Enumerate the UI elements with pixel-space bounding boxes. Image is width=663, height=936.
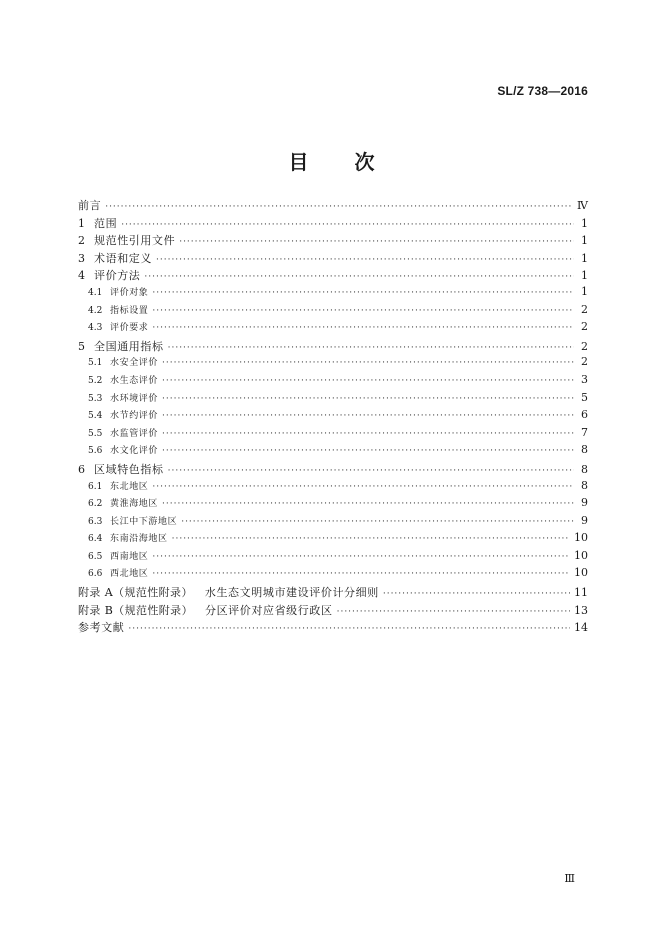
toc-entry-title: 术语和定义 [94,251,152,265]
toc-entry[interactable] [78,391,588,409]
dot-leader [162,429,574,439]
toc-entry-number: 6.1 [88,481,103,492]
toc-entry-number: 4.2 [88,305,103,316]
toc-entry-page: 10 [574,531,588,545]
dot-leader [162,358,574,368]
toc-entry-page: 6 [581,408,588,422]
toc-entry-page: 10 [574,566,588,580]
toc-entry[interactable] [78,408,588,426]
toc-entry[interactable] [78,355,588,373]
toc-entry-title: 西南地区 [110,551,149,562]
toc-entry-page: 8 [581,443,588,457]
toc-entry-page: 7 [581,425,588,439]
dot-leader [156,255,574,265]
page-title [0,146,663,175]
toc-entry-title: 前言 [78,199,102,212]
toc-entry-number: 5.2 [88,375,103,386]
toc-entry-page: 2 [581,302,588,316]
dot-leader [152,569,570,579]
toc-entry-title: 参考文献 [78,621,125,635]
toc-entry-page: 1 [581,216,588,230]
dot-leader [162,446,574,456]
toc-entry-subtitle: 水生态文明城市建设评价计分细则 [204,586,379,600]
toc-entry-title: 水生态评价 [110,375,159,386]
dot-leader [152,552,570,562]
dot-leader [181,517,574,527]
dot-leader [152,482,574,492]
toc-entry[interactable] [78,514,588,532]
toc-entry-page: 14 [574,621,588,635]
table-of-contents [78,197,588,637]
toc-entry-title: 附录 B（规范性附录） [78,603,193,617]
toc-entry[interactable] [78,250,588,268]
toc-entry-page: 3 [581,372,588,386]
toc-entry-page: 1 [581,234,588,248]
toc-entry-number: 3 [78,251,85,265]
toc-entry[interactable] [78,373,588,391]
toc-entry-title: 水环境评价 [110,393,159,404]
toc-entry[interactable] [78,232,588,250]
toc-entry-page: 8 [581,462,588,476]
toc-entry[interactable] [78,285,588,303]
dot-leader [128,624,570,634]
toc-entry-page: 1 [581,284,588,298]
toc-entry-title: 范围 [94,216,118,230]
dot-leader [162,411,574,421]
toc-entry-number: 2 [78,234,85,248]
toc-entry[interactable] [78,602,588,620]
toc-entry-title: 全国通用指标 [94,339,164,353]
toc-entry-number: 5.6 [88,446,103,457]
toc-entry-title: 评价对象 [110,287,149,298]
dot-leader [383,589,570,599]
toc-entry-number: 5.1 [88,358,103,369]
toc-entry-number: 5.5 [88,428,103,439]
toc-entry-title: 长江中下游地区 [110,516,178,527]
toc-entry[interactable] [78,338,588,356]
toc-entry[interactable] [78,496,588,514]
toc-entry[interactable] [78,320,588,338]
toc-entry-title: 规范性引用文件 [94,234,176,248]
standard-code: SL/Z 738—2016 [497,84,588,98]
toc-entry-page: 11 [574,586,588,600]
toc-entry[interactable] [78,531,588,549]
title-char-2: 次 [354,150,375,174]
dot-leader [152,288,574,298]
toc-entry[interactable] [78,426,588,444]
toc-entry-title: 指标设置 [110,305,149,316]
toc-entry-page: 9 [581,496,588,510]
toc-entry-number: 6 [78,462,85,476]
toc-entry-number: 5.3 [88,393,103,404]
toc-entry-title: 西北地区 [110,569,149,580]
toc-entry-title: 评价要求 [110,323,149,334]
toc-entry-title: 区域特色指标 [94,462,164,476]
toc-entry-subtitle: 分区评价对应省级行政区 [204,603,333,617]
dot-leader [162,499,574,509]
dot-leader [337,607,570,617]
dot-leader [152,323,574,333]
toc-entry[interactable] [78,461,588,479]
page-number: Ⅲ [564,872,575,885]
toc-entry-page: Ⅳ [577,199,588,212]
dot-leader [172,534,570,544]
dot-leader [121,220,574,230]
toc-entry-page: 2 [581,320,588,334]
toc-entry-page: 1 [581,269,588,283]
toc-entry[interactable] [78,566,588,584]
toc-entry-number: 5.4 [88,411,103,422]
toc-entry-page: 8 [581,478,588,492]
toc-entry-page: 2 [581,339,588,353]
toc-entry[interactable] [78,479,588,497]
toc-entry-number: 6.2 [88,499,103,510]
toc-entry-page: 2 [581,355,588,369]
dot-leader [152,306,574,316]
toc-entry[interactable] [78,584,588,602]
toc-entry-title: 东北地区 [110,481,149,492]
toc-entry-title: 水安全评价 [110,358,159,369]
toc-entry-page: 13 [574,603,588,617]
title-char-1: 目 [288,150,309,174]
dot-leader [179,237,574,247]
toc-entry-number: 5 [78,339,85,353]
toc-entry-title: 水监管评价 [110,428,159,439]
dot-leader [105,202,573,212]
dot-leader [162,394,574,404]
toc-entry-number: 6.3 [88,516,103,527]
toc-entry-number: 4 [78,269,85,283]
toc-entry-title: 东南沿海地区 [110,534,168,545]
toc-entry-number: 4.1 [88,287,103,298]
toc-entry-title: 评价方法 [94,269,141,283]
toc-entry-title: 水文化评价 [110,446,159,457]
toc-entry[interactable] [78,443,588,461]
toc-entry-number: 4.3 [88,323,103,334]
toc-entry-page: 9 [581,513,588,527]
toc-entry[interactable] [78,267,588,285]
toc-entry[interactable] [78,215,588,233]
dot-leader [168,343,574,353]
toc-entry-page: 5 [581,390,588,404]
dot-leader [168,466,574,476]
dot-leader [144,272,574,282]
toc-entry-page: 10 [574,548,588,562]
toc-entry-title: 黄淮海地区 [110,499,159,510]
toc-entry-number: 6.4 [88,534,103,545]
toc-entry[interactable] [78,619,588,637]
toc-entry-number: 6.5 [88,551,103,562]
dot-leader [162,376,574,386]
toc-entry[interactable] [78,303,588,321]
toc-entry-number: 1 [78,216,85,230]
toc-entry-page: 1 [581,251,588,265]
toc-entry[interactable] [78,549,588,567]
toc-entry-title: 附录 A（规范性附录） [78,586,193,600]
toc-entry-number: 6.6 [88,569,103,580]
toc-entry-title: 水节约评价 [110,411,159,422]
toc-entry[interactable] [78,197,588,215]
